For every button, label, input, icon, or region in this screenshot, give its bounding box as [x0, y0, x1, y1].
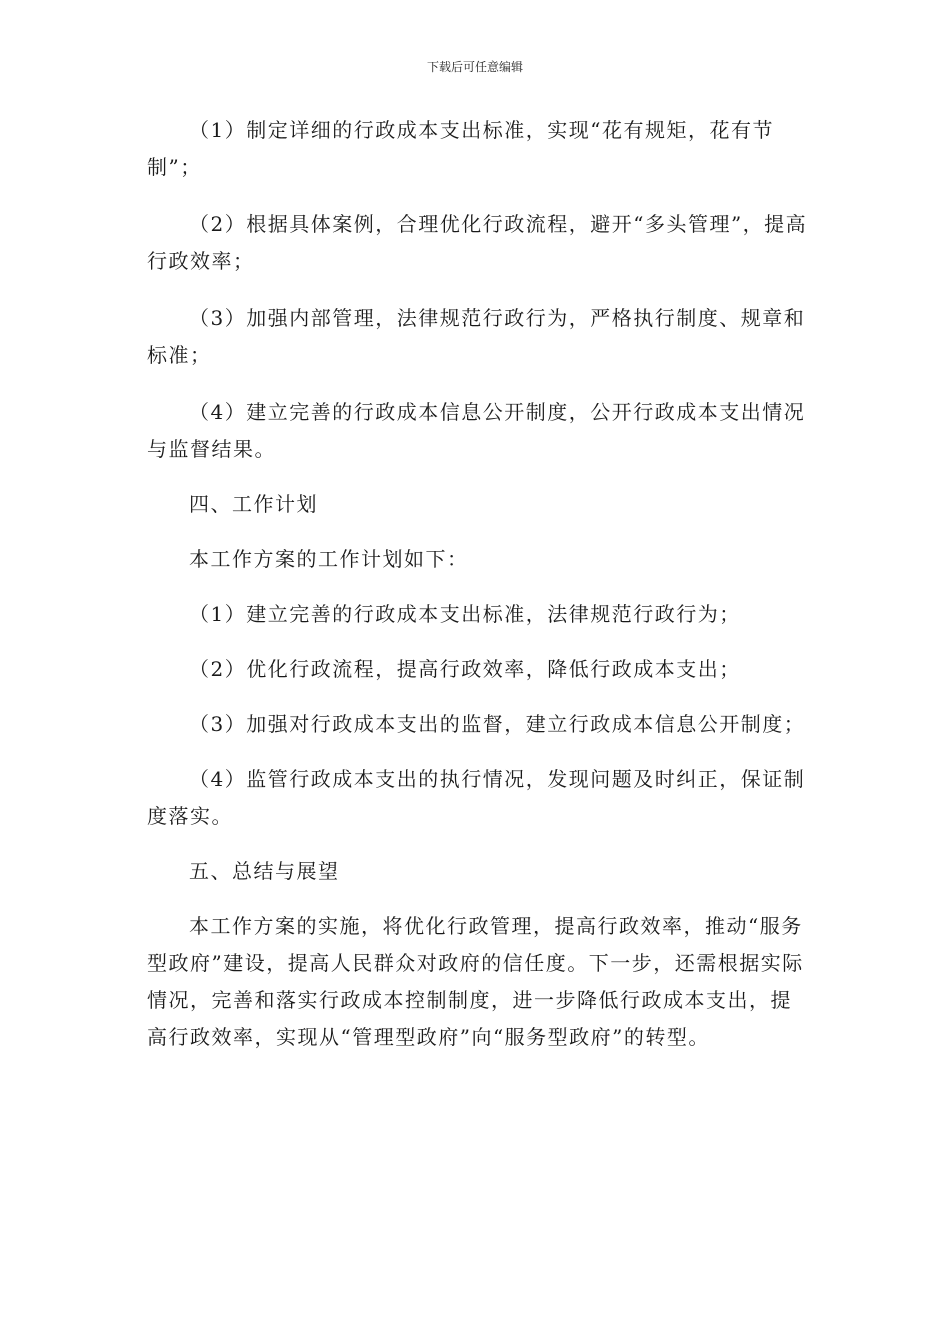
paragraph-summary: 本工作方案的实施，将优化行政管理，提高行政效率，推动“服务型政府”建设，提高人民群众对政府的信任度。下一步，还需根据实际情况，完善和落实行政成本控制制度，进一步降低行政成本支出，提高行政效率，实现从“管理型政府”向“服务型政府”的转型。	[147, 914, 804, 1049]
section-heading-summary: 五、总结与展望	[189, 859, 340, 883]
paragraph-plan-2: （2）优化行政流程，提高行政效率，降低行政成本支出；	[189, 657, 741, 681]
paragraph-plan-4: （4）监管行政成本支出的执行情况，发现问题及时纠正，保证制度落实。	[147, 767, 806, 828]
paragraph-plan-3: （3）加强对行政成本支出的监督，建立行政成本信息公开制度；	[189, 712, 806, 736]
paragraph-measure-4: （4）建立完善的行政成本信息公开制度，公开行政成本支出情况与监督结果。	[147, 400, 806, 461]
paragraph-measure-3: （3）加强内部管理，法律规范行政行为，严格执行制度、规章和标准；	[147, 306, 806, 367]
page-header: 下载后可任意编辑	[426, 60, 523, 74]
paragraph-measure-1: （1）制定详细的行政成本支出标准，实现“花有规矩，花有节制”；	[147, 118, 774, 179]
paragraph-plan-1: （1）建立完善的行政成本支出标准，法律规范行政行为；	[189, 602, 741, 626]
document-body	[147, 112, 812, 1056]
section-heading-work-plan: 四、工作计划	[189, 492, 318, 516]
paragraph-plan-intro: 本工作方案的工作计划如下：	[189, 547, 469, 571]
paragraph-measure-2: （2）根据具体案例，合理优化行政流程，避开“多头管理”，提高行政效率；	[147, 212, 808, 273]
